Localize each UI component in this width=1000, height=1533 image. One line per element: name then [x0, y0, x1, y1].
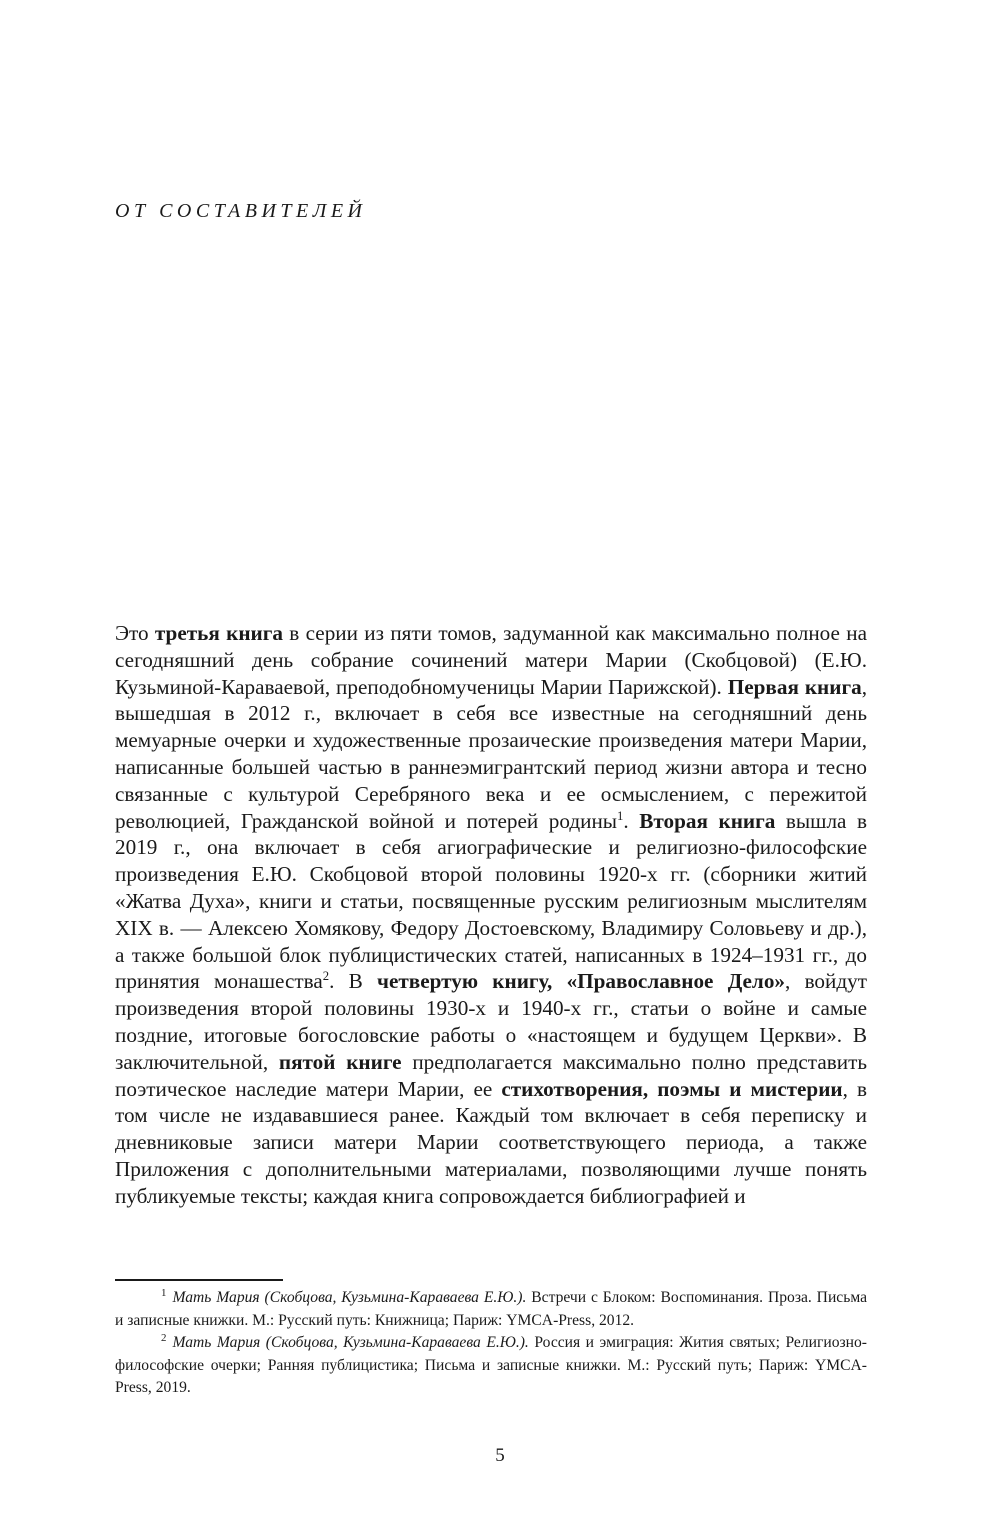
- footnote-ref-1[interactable]: 1: [617, 808, 624, 823]
- bold-fifth-book: пятой книге: [278, 1049, 402, 1074]
- footnote-1: [115, 1287, 867, 1332]
- footnote-number: 1: [161, 1286, 167, 1299]
- text-segment: , войдут произведения второй половины 1930-х и 1940-х гг., статьи о войне и самые поздние, итоговые богословские работы о «настоящем и будущем Церкви». В заключительной,: [115, 969, 867, 1074]
- footnote-2: [115, 1332, 867, 1400]
- page-number: 5: [495, 1445, 505, 1466]
- main-paragraph: [115, 620, 867, 1210]
- footnote-divider: [115, 1279, 283, 1281]
- bold-third-book: третья книга: [154, 621, 283, 645]
- text-segment: . В: [329, 969, 378, 994]
- bold-first-book: Первая книга: [727, 674, 862, 699]
- footnote-ref-2[interactable]: 2: [322, 969, 330, 984]
- bold-second-book: Вторая книга: [639, 808, 776, 833]
- footnotes: [115, 1287, 867, 1400]
- text-segment: вышла в 2019 г., она включает в себя агиографические и религиозно-философские произведения Е.Ю. Скобцовой второй половины 1920-х гг. (сборники житий «Жатва Духа», книги и статьи, посвященные русским религиозным мыслителям XIX в. — Алексею Хомякову, Федору Достоевскому, Владимиру Соловьеву и др.), а также большой блок публицистических статей, написанных в 1924–1931 гг., до принятия монашества: [115, 808, 867, 994]
- bold-fourth-book: четвертую книгу, «Православное Дело»: [377, 969, 786, 994]
- text-segment: , вышедшая в 2012 г., включает в себя все известные на сегодняшний день мемуарные очерки и художественные прозаические произведения матери Марии, написанные большей частью в раннеэмигрантский период жизни автора и тесно связанные с культурой Серебряного века и ее осмыслением, с пережитой революцией, Гражданской войной и потерей родины: [115, 674, 867, 833]
- text-segment: , в том числе не издававшиеся ранее. Каждый том включает в себя переписку и дневниковые записи матери Марии соответствующего периода, а также Приложения с дополнительными материалами, позволяющими лучше понять публикуемые тексты; каждая книга сопровождается библиографией и: [115, 1076, 867, 1208]
- footnote-number: 2: [161, 1331, 167, 1344]
- text-segment: в серии из пяти томов, задуманной как максимально полное на сегодняшний день собрание сочинений матери Марии (Скобцовой) (Е.Ю. Кузьминой-Караваевой, преподобномученицы Марии Парижской).: [115, 621, 867, 699]
- footnote-author: Мать Мария (Скобцова, Кузьмина-Караваева Е.Ю.).: [172, 1334, 529, 1351]
- footnote-text: Россия и эмиграция: Жития святых; Религиозно-философские очерки; Ранняя публицистика; Письма и записные книжки. М.: Русский путь; Париж: YMCA-Press, 2019.: [115, 1334, 868, 1396]
- footnote-text: Встречи с Блоком: Воспоминания. Проза. Письма и записные книжки. М.: Русский путь: Книжница; Париж: YMCA-Press, 2012.: [115, 1289, 868, 1329]
- bold-poems: стихотворения, поэмы и мистерии: [501, 1076, 843, 1101]
- text-segment: предполагается максимально полно представить поэтическое наследие матери Марии, ее: [115, 1049, 867, 1101]
- text-segment: Это: [115, 621, 155, 645]
- page-heading: ОТ СОСТАВИТЕЛЕЙ: [115, 200, 367, 222]
- footnote-author: Мать Мария (Скобцова, Кузьмина-Караваева Е.Ю.).: [172, 1289, 527, 1306]
- text-segment: .: [623, 808, 640, 833]
